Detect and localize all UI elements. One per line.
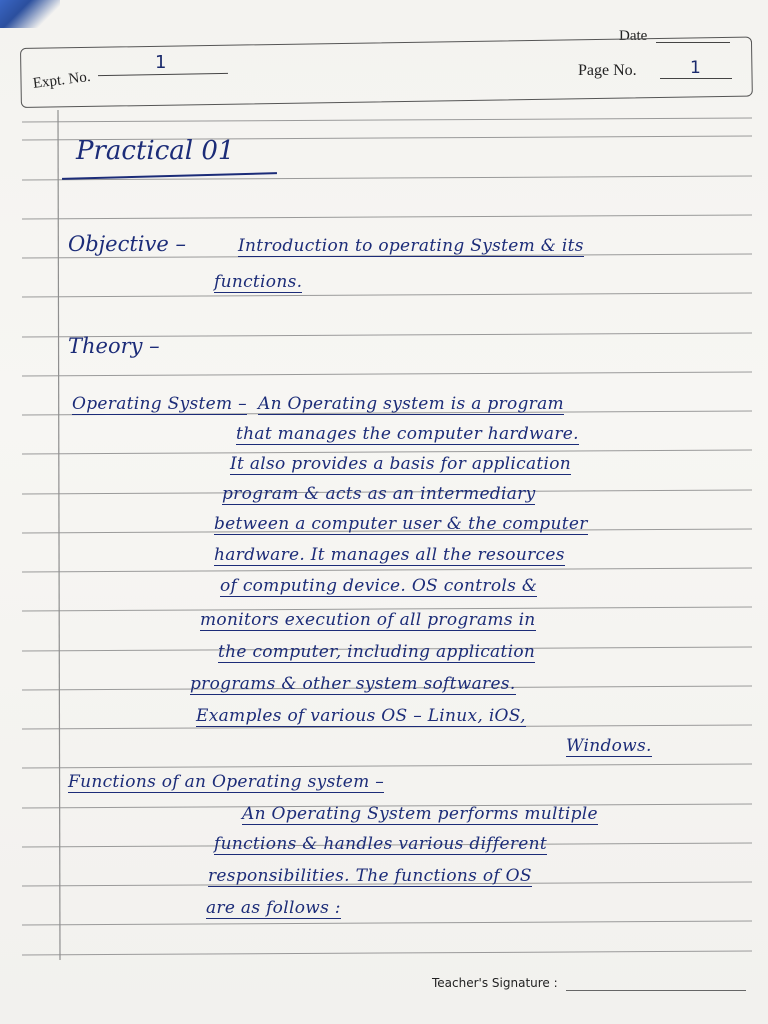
date-label: Date	[619, 28, 648, 44]
os-line-2: that manages the computer hardware.	[236, 424, 579, 444]
objective-text-line-1: Introduction to operating System & its	[238, 236, 584, 256]
os-line-9: the computer, including application	[218, 642, 536, 662]
header-box	[20, 37, 753, 108]
theory-label: Theory –	[68, 334, 160, 358]
os-line-3: It also provides a basis for application	[230, 454, 572, 474]
functions-line-1: An Operating System performs multiple	[242, 804, 598, 824]
os-line-10: programs & other system softwares.	[190, 674, 516, 694]
os-label: Operating System –	[72, 394, 247, 414]
functions-line-4: are as follows :	[206, 898, 341, 918]
functions-line-2: functions & handles various different	[214, 834, 548, 854]
page-no-value: 1	[690, 58, 701, 78]
page-no-line	[660, 78, 732, 79]
os-line-1: An Operating system is a program	[258, 394, 564, 414]
os-line-5: between a computer user & the computer	[214, 514, 588, 534]
os-line-7: of computing device. OS controls &	[220, 576, 538, 596]
os-line-11: Examples of various OS – Linux, iOS,	[196, 706, 526, 726]
objective-label: Objective –	[68, 232, 186, 256]
objective-text-line-2: functions.	[214, 272, 303, 292]
teacher-signature-label: Teacher's Signature :	[432, 976, 558, 990]
functions-label: Functions of an Operating system –	[68, 772, 385, 792]
os-line-8: monitors execution of all programs in	[200, 610, 536, 630]
expt-no-label: Expt. No.	[32, 68, 92, 92]
practical-title: Practical 01	[76, 136, 235, 166]
os-line-12: Windows.	[566, 736, 652, 756]
expt-no-value: 1	[155, 52, 167, 73]
os-line-4: program & acts as an intermediary	[222, 484, 536, 504]
teacher-signature-line	[566, 990, 746, 991]
page-no-label: Page No.	[578, 62, 637, 79]
functions-line-3: responsibilities. The functions of OS	[208, 866, 532, 886]
os-line-6: hardware. It manages all the resources	[214, 545, 565, 565]
margin-line	[58, 110, 60, 960]
